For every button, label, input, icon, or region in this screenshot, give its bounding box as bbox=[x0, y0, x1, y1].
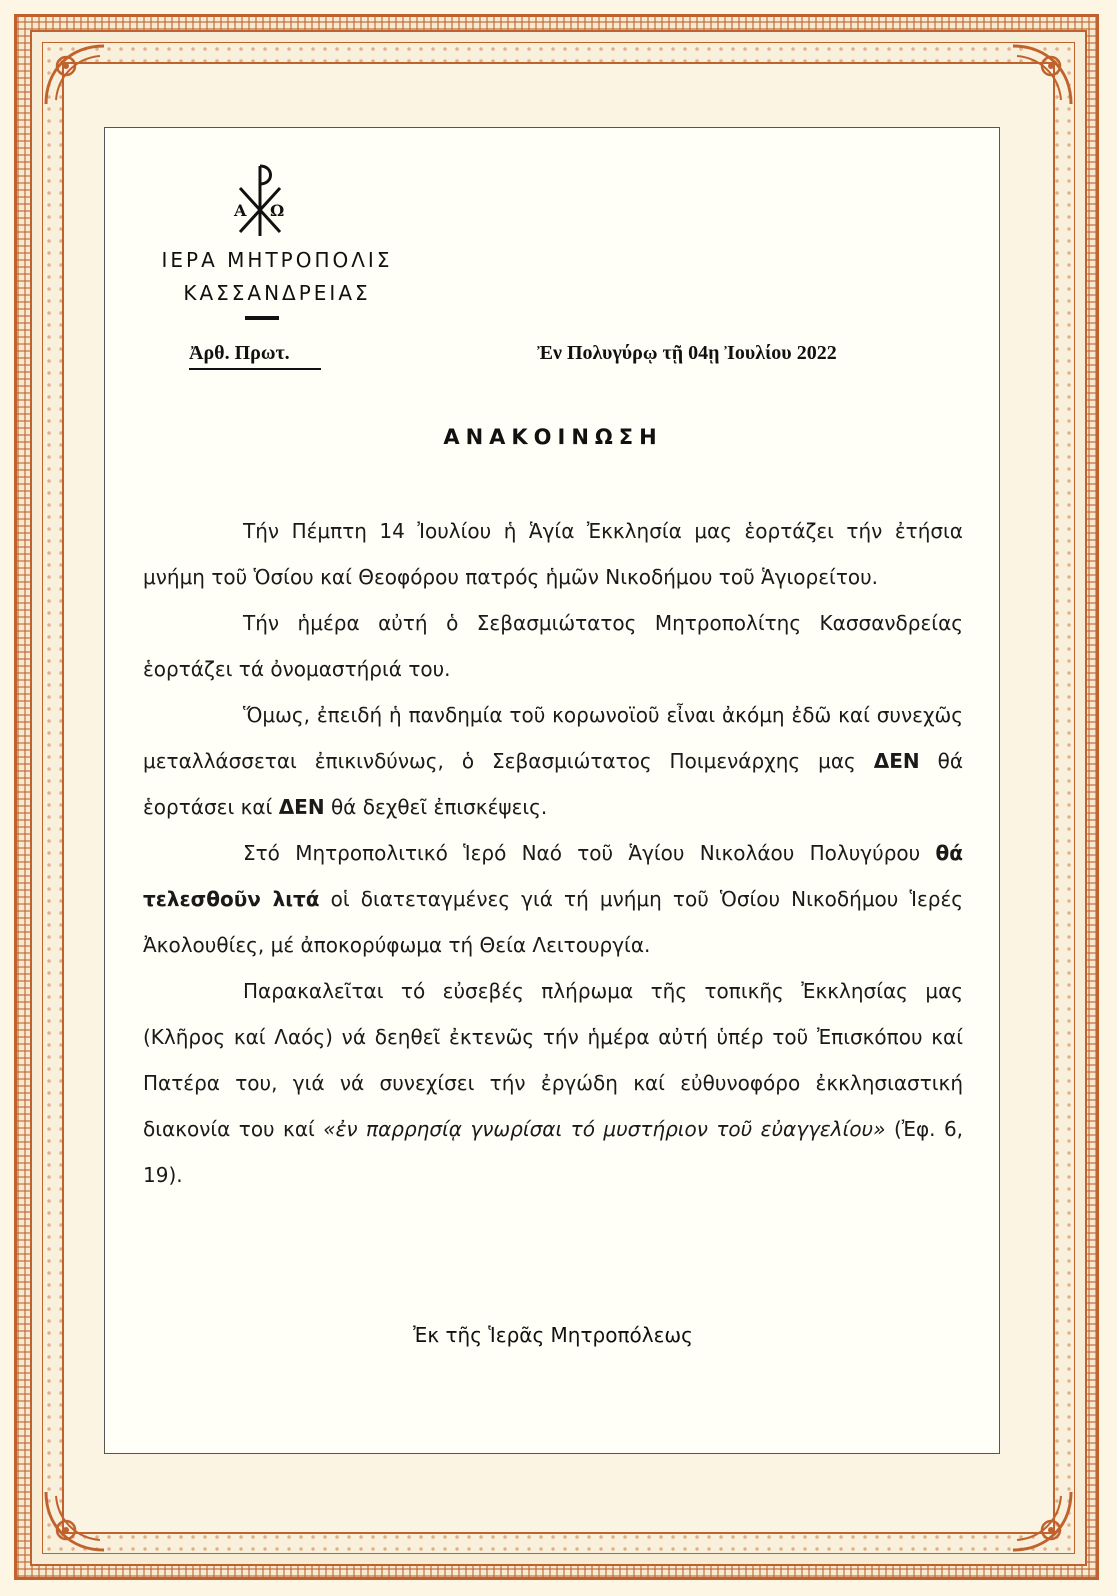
paragraph-3-text-a: Ὅμως, ἐπειδή ἡ πανδημία τοῦ κορωνοϊοῦ εἶναι ἀκόμη ἐδῶ καί συνεχῶς μεταλλάσσεται ἐπικινδύνως, ὁ Σεβασμιώτατος Ποιμενάρχης μας bbox=[143, 703, 963, 773]
signature-line: Ἐκ τῆς Ἱερᾶς Μητροπόλεως bbox=[413, 1323, 693, 1347]
paragraph-3-text-c: θά δεχθεῖ ἐπισκέψεις. bbox=[330, 795, 548, 819]
paragraph-4-text-c: οἱ διατεταγμένες γιά τή μνήμη τοῦ Ὁσίου Νικοδήμου Ἱερές Ἀκολουθίες, μέ ἀποκορύφωμα τή Θεία Λειτουργία. bbox=[143, 887, 963, 957]
paragraph-4-text-a: Στό Μητροπολιτικό Ἱερό Ναό τοῦ Ἁγίου Νικολάου Πολυγύρου bbox=[243, 841, 921, 865]
paragraph-5-citation: (Ἐφ. 6, 19). bbox=[143, 1117, 964, 1187]
place-date-line: Ἐν Πολυγύρῳ τῇ 04ῃ Ἰουλίου 2022 bbox=[537, 342, 837, 364]
letterhead-line-2: ΚΑΣΣΑΝΔΡΕΙΑΣ bbox=[183, 281, 371, 305]
paragraph-3 bbox=[143, 692, 963, 830]
protocol-number-label: Ἀρθ. Πρωτ. bbox=[189, 342, 290, 364]
emblem-omega: Ω bbox=[270, 201, 285, 220]
paragraph-4 bbox=[143, 830, 963, 968]
paragraph-1 bbox=[143, 508, 963, 600]
corner-ornament-icon bbox=[1007, 40, 1077, 110]
emblem-alpha: Α bbox=[234, 201, 247, 220]
paragraph-5-text-a: Παρακαλεῖται τό εὐσεβές πλήρωμα τῆς τοπικῆς Ἐκκλησίας μας (Κλῆρος καί Λαός) νά δεηθεῖ ἐκτενῶς τήν ἡμέρα αὐτή ὑπέρ τοῦ Ἐπισκόπου καί Πατέρα του, γιά νά συνεχίσει τήν ἐργώδη καί εὐθυνοφόρο ἐκκλησιαστική διακονία του καί bbox=[143, 979, 963, 1141]
letterhead-rule bbox=[245, 316, 279, 320]
corner-ornament-icon bbox=[40, 1486, 110, 1556]
paragraph-3-emphasis-2: ΔΕΝ bbox=[278, 795, 325, 819]
paragraph-3-emphasis-1: ΔΕΝ bbox=[873, 749, 920, 773]
paragraph-2-text: Τήν ἡμέρα αὐτή ὁ Σεβασμιώτατος Μητροπολίτης Κασσανδρείας ἑορτάζει τά ὀνομαστήριά του. bbox=[143, 611, 963, 681]
paragraph-5 bbox=[143, 968, 963, 1198]
protocol-underline bbox=[189, 368, 321, 370]
corner-ornament-icon bbox=[1007, 1486, 1077, 1556]
paragraph-4-emphasis: θά τελεσθοῦν λιτά bbox=[143, 841, 963, 911]
corner-ornament-icon bbox=[40, 40, 110, 110]
chi-rho-emblem-icon bbox=[230, 158, 290, 240]
announcement-body bbox=[143, 508, 963, 1198]
paragraph-1-text: Τήν Πέμπτη 14 Ἰουλίου ἡ Ἁγία Ἐκκλησία μας ἑορτάζει τήν ἐτήσια μνήμη τοῦ Ὁσίου καί Θεοφόρου πατρός ἡμῶν Νικοδήμου τοῦ Ἁγιορείτου. bbox=[143, 519, 963, 589]
document-title: ΑΝΑΚΟΙΝΩΣΗ bbox=[443, 425, 663, 449]
paragraph-5-quote: «ἐν παρρησίᾳ γνωρίσαι τό μυστήριον τοῦ εὐαγγελίου» bbox=[323, 1117, 886, 1141]
letterhead-line-1: ΙΕΡΑ ΜΗΤΡΟΠΟΛΙΣ bbox=[161, 248, 393, 272]
paragraph-2 bbox=[143, 600, 963, 692]
letter-sheet bbox=[104, 127, 1000, 1454]
paragraph-3-text-b: θά ἑορτάσει καί bbox=[143, 749, 964, 819]
